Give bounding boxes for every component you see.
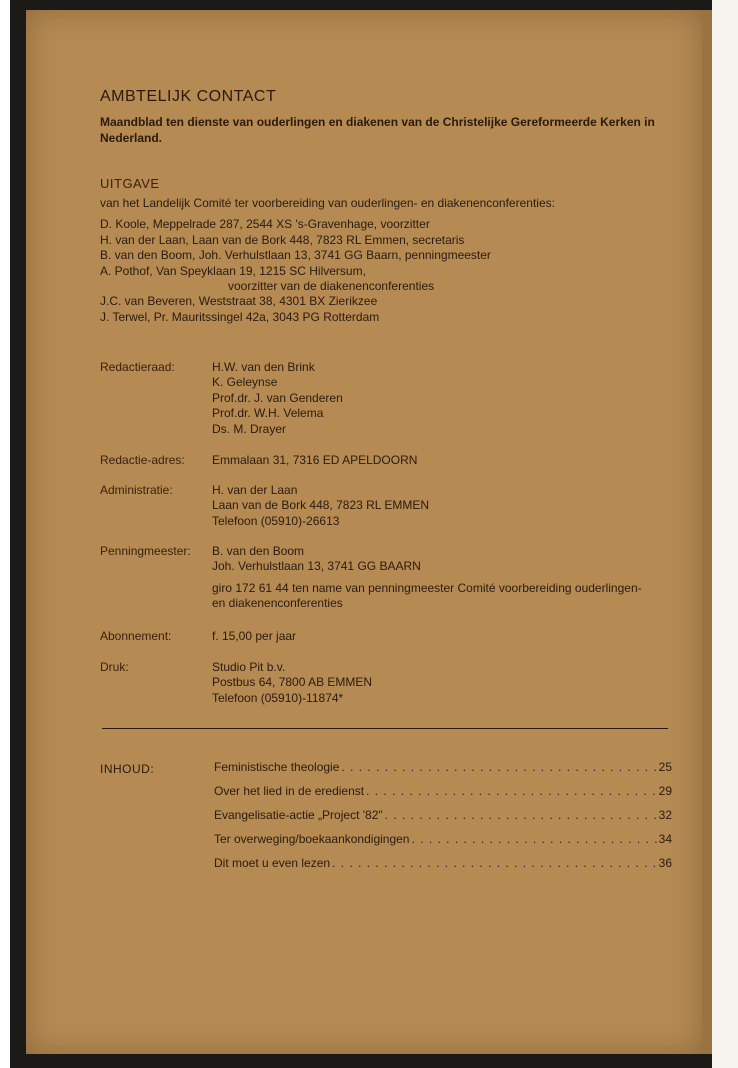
- druk-line: Postbus 64, 7800 AB EMMEN: [212, 675, 373, 690]
- toc-leader-dots: [332, 856, 657, 870]
- toc-item-title: Evangelisatie-actie „Project '82": [214, 808, 383, 822]
- toc-item-title: Over het lied in de eredienst: [214, 784, 365, 798]
- administratie-section: [100, 483, 700, 533]
- administratie-label: Administratie:: [100, 483, 173, 497]
- redactieraad-names: [212, 360, 652, 437]
- committee-member: J. Terwel, Pr. Mauritssingel 42a, 3043 PG Rotterdam: [100, 309, 380, 324]
- adjacent-page-edge: [712, 0, 738, 1068]
- toc-leader-dots: [366, 784, 657, 798]
- abonnement-value: f. 15,00 per jaar: [212, 629, 297, 643]
- masthead-subtitle: Maandblad ten dienste van ouderlingen en diakenen van de Christelijke Gereformeerde Kerken in Nederland.: [100, 115, 655, 145]
- abonnement-label: Abonnement:: [100, 629, 172, 643]
- administratie-line: Laan van de Bork 448, 7823 RL EMMEN: [212, 498, 430, 513]
- committee-member: D. Koole, Meppelrade 287, 2544 XS 's-Gravenhage, voorzitter: [100, 217, 430, 232]
- editor-name: Prof.dr. W.H. Velema: [212, 406, 324, 421]
- redactieadres-section: [100, 453, 700, 471]
- toc-item-page: 29: [658, 784, 672, 798]
- committee-member: B. van den Boom, Joh. Verhulstlaan 13, 3741 GG Baarn, penningmeester: [100, 248, 491, 263]
- toc-item: [214, 832, 672, 856]
- toc-leader-dots: [411, 832, 656, 846]
- redactieraad-label: Redactieraad:: [100, 360, 175, 374]
- toc-item-page: 36: [658, 856, 672, 870]
- toc-item-title: Dit moet u even lezen: [214, 856, 331, 870]
- uitgave-intro: van het Landelijk Comité ter voorbereiding van ouderlingen- en diakenenconferenties:: [100, 196, 555, 210]
- toc-item: [214, 784, 672, 808]
- committee-member: A. Pothof, Van Speyklaan 19, 1215 SC Hilversum,: [100, 263, 366, 278]
- toc-item: [214, 856, 672, 880]
- toc-item-title: Ter overweging/boekaankondigingen: [214, 832, 410, 846]
- editor-name: K. Geleynse: [212, 375, 278, 390]
- penningmeester-section: [100, 544, 700, 624]
- redactieraad-section: [100, 360, 700, 440]
- penningmeester-label: Penningmeester:: [100, 544, 191, 558]
- druk-section: [100, 660, 700, 710]
- druk-line: Studio Pit b.v.: [212, 660, 286, 674]
- book-spine: [702, 10, 712, 1054]
- toc-item: [214, 808, 672, 832]
- toc-leader-dots: [385, 808, 657, 822]
- administratie-line: Telefoon (05910)-26613: [212, 513, 340, 528]
- table-of-contents: [214, 760, 672, 880]
- toc-item: [214, 760, 672, 784]
- toc-item-page: 34: [658, 832, 672, 846]
- abonnement-section: [100, 629, 700, 647]
- redactieadres-label: Redactie-adres:: [100, 453, 185, 467]
- masthead-title: AMBTELIJK CONTACT: [100, 88, 277, 105]
- toc-item-page: 32: [658, 808, 672, 822]
- penningmeester-line: B. van den Boom: [212, 544, 305, 558]
- committee-member: H. van der Laan, Laan van de Bork 448, 7823 RL Emmen, secretaris: [100, 232, 465, 247]
- giro-text: giro 172 61 44 ten name van penningmeester Comité voorbereiding ouderlingen- en diakenenconferenties: [212, 580, 642, 611]
- editor-name: Prof.dr. J. van Genderen: [212, 390, 343, 405]
- committee-member: J.C. van Beveren, Weststraat 38, 4301 BX Zierikzee: [100, 294, 378, 309]
- inhoud-label: INHOUD:: [100, 762, 155, 776]
- divider-line: [102, 728, 668, 729]
- toc-item-page: 25: [658, 760, 672, 774]
- uitgave-heading: UITGAVE: [100, 176, 160, 191]
- committee-member-role: voorzitter van de diakenenconferenties: [228, 279, 435, 294]
- druk-label: Druk:: [100, 660, 129, 674]
- editor-name: Ds. M. Drayer: [212, 421, 287, 436]
- uitgave-block: [100, 196, 700, 325]
- magazine-page: [26, 10, 702, 1054]
- penningmeester-line: Joh. Verhulstlaan 13, 3741 GG BAARN: [212, 559, 421, 574]
- redactieadres-value: Emmalaan 31, 7316 ED APELDOORN: [212, 453, 418, 467]
- toc-item-title: Feministische theologie: [214, 760, 340, 774]
- toc-leader-dots: [341, 760, 656, 774]
- druk-line: Telefoon (05910)-11874*: [212, 690, 344, 705]
- editor-name: H.W. van den Brink: [212, 360, 315, 374]
- administratie-line: H. van der Laan: [212, 483, 298, 497]
